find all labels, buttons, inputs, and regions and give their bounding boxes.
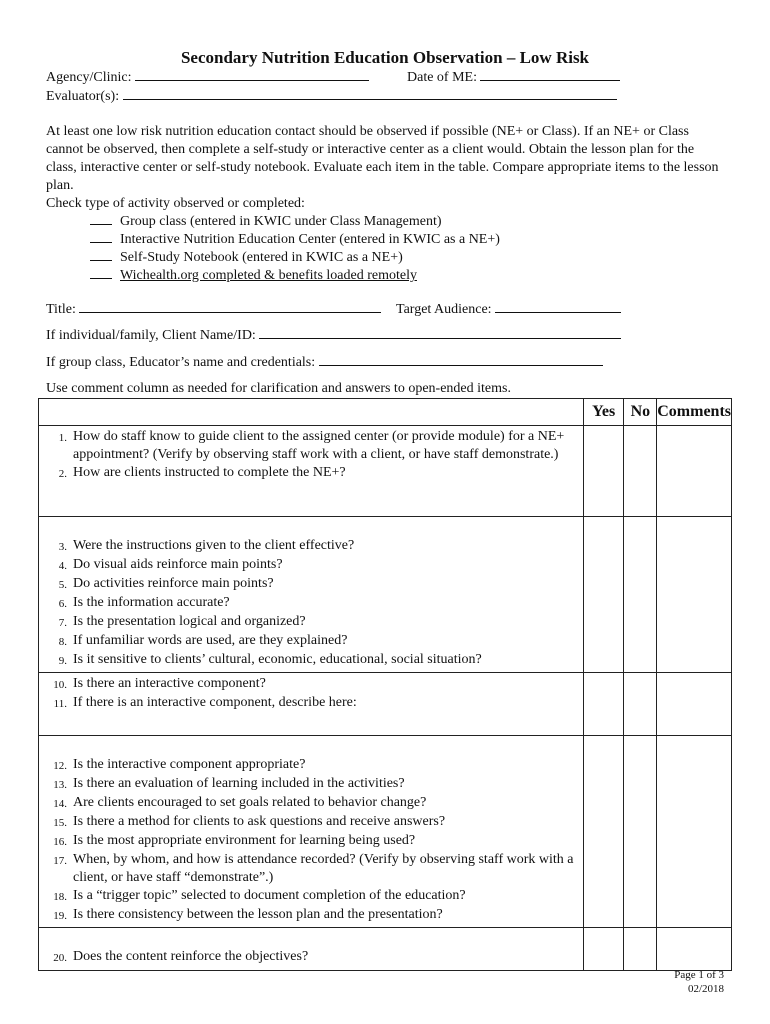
agency-input-line[interactable] bbox=[135, 80, 369, 81]
no-cell[interactable] bbox=[624, 426, 657, 517]
question-item: 11. If there is an interactive component, describe here: bbox=[53, 695, 357, 710]
observation-table bbox=[38, 398, 732, 971]
title-input-line[interactable] bbox=[79, 312, 381, 313]
yes-header: Yes bbox=[583, 399, 624, 426]
audience-label: Target Audience: bbox=[396, 302, 492, 317]
question-header bbox=[39, 399, 584, 426]
question-item: 16. Is the most appropriate environment for learning being used? bbox=[53, 833, 416, 848]
question-cell bbox=[39, 517, 584, 673]
table-row bbox=[39, 673, 732, 736]
table-row bbox=[39, 928, 732, 971]
evaluator-input-line[interactable] bbox=[123, 99, 617, 100]
table-row bbox=[39, 517, 732, 673]
question-item: 4. Do visual aids reinforce main points? bbox=[58, 557, 283, 572]
educator-field bbox=[46, 355, 603, 371]
audience-input-line[interactable] bbox=[495, 312, 621, 313]
client-input-line[interactable] bbox=[259, 338, 621, 339]
date-field bbox=[407, 70, 620, 86]
question-item: 17. When, by whom, and how is attendance recorded? (Verify by observing staff work with a client, or have staff “demonstrate”.) bbox=[53, 852, 574, 885]
question-item: 8. If unfamiliar words are used, are they explained? bbox=[58, 633, 348, 648]
question-item: 10. Is there an interactive component? bbox=[53, 676, 266, 691]
no-cell[interactable] bbox=[624, 928, 657, 971]
activity-checkbox[interactable] bbox=[90, 266, 112, 279]
evaluator-label: Evaluator(s): bbox=[46, 89, 120, 104]
comments-cell[interactable] bbox=[657, 517, 732, 673]
page-title: Secondary Nutrition Education Observation – Low Risk bbox=[180, 48, 590, 67]
question-item: 13. Is there an evaluation of learning included in the activities? bbox=[53, 776, 405, 791]
yes-cell[interactable] bbox=[583, 426, 624, 517]
no-header: No bbox=[624, 399, 657, 426]
question-cell bbox=[39, 673, 584, 736]
comment-note: Use comment column as needed for clarification and answers to open-ended items. bbox=[46, 381, 511, 396]
question-item: 6. Is the information accurate? bbox=[58, 595, 230, 610]
activity-checkbox[interactable] bbox=[90, 248, 112, 261]
agency-field bbox=[46, 70, 369, 86]
client-label: If individual/family, Client Name/ID: bbox=[46, 328, 256, 343]
yes-cell[interactable] bbox=[583, 673, 624, 736]
activity-option-self-study[interactable]: Self-Study Notebook (entered in KWIC as a NE+) bbox=[90, 248, 403, 267]
question-item: 12. Is the interactive component appropriate? bbox=[53, 757, 306, 772]
no-cell[interactable] bbox=[624, 673, 657, 736]
question-item: 15. Is there a method for clients to ask questions and receive answers? bbox=[53, 814, 446, 829]
activity-option-wichealth[interactable]: Wichealth.org completed & benefits loaded remotely bbox=[90, 266, 417, 285]
no-cell[interactable] bbox=[624, 517, 657, 673]
question-item: 14. Are clients encouraged to set goals related to behavior change? bbox=[53, 795, 427, 810]
page-number: Page 1 of 3 bbox=[674, 969, 724, 981]
client-field bbox=[46, 328, 621, 344]
question-item: 7. Is the presentation logical and organized? bbox=[58, 614, 306, 629]
question-cell bbox=[39, 736, 584, 928]
table-row bbox=[39, 736, 732, 928]
question-item: 2. How are clients instructed to complete the NE+? bbox=[58, 465, 346, 480]
title-label: Title: bbox=[46, 302, 76, 317]
activity-option-group-class[interactable]: Group class (entered in KWIC under Class Management) bbox=[90, 212, 442, 231]
comments-header: Comments bbox=[657, 399, 732, 426]
activity-checkbox[interactable] bbox=[90, 212, 112, 225]
comments-cell[interactable] bbox=[657, 426, 732, 517]
evaluator-field bbox=[46, 89, 617, 105]
comments-cell[interactable] bbox=[657, 736, 732, 928]
question-item: 9. Is it sensitive to clients’ cultural, economic, educational, social situation? bbox=[58, 652, 482, 667]
intro-paragraph: At least one low risk nutrition education contact should be observed if possible (NE+ or Class). If an NE+ or Class cannot be observed, then complete a self-study or interactive center as a client would. Obtain the lesson plan for the class, interactive center or self-study notebook. Evaluate each item in the table. Compare appropriate items to the lesson plan. bbox=[46, 124, 719, 193]
question-item: 3. Were the instructions given to the client effective? bbox=[58, 538, 355, 553]
question-cell bbox=[39, 426, 584, 517]
question-cell bbox=[39, 928, 584, 971]
check-prompt: Check type of activity observed or completed: bbox=[46, 196, 305, 211]
educator-input-line[interactable] bbox=[319, 365, 603, 366]
activity-option-interactive-center[interactable]: Interactive Nutrition Education Center (entered in KWIC as a NE+) bbox=[90, 230, 500, 249]
table-row bbox=[39, 426, 732, 517]
comments-cell[interactable] bbox=[657, 673, 732, 736]
audience-field bbox=[396, 302, 621, 318]
question-item: 19. Is there consistency between the lesson plan and the presentation? bbox=[53, 907, 443, 922]
yes-cell[interactable] bbox=[583, 517, 624, 673]
title-field bbox=[46, 302, 381, 318]
date-label: Date of ME: bbox=[407, 70, 477, 85]
no-cell[interactable] bbox=[624, 736, 657, 928]
question-item: 1. How do staff know to guide client to the assigned center (or provide module) for a NE+ appointment? (Verify by observing staff work with a client, or have staff demonstrate.) bbox=[58, 429, 565, 462]
yes-cell[interactable] bbox=[583, 736, 624, 928]
educator-label: If group class, Educator’s name and credentials: bbox=[46, 355, 316, 370]
revision-date: 02/2018 bbox=[687, 983, 724, 995]
yes-cell[interactable] bbox=[583, 928, 624, 971]
question-item: 20. Does the content reinforce the objectives? bbox=[53, 949, 309, 964]
activity-checkbox[interactable] bbox=[90, 230, 112, 243]
question-item: 5. Do activities reinforce main points? bbox=[58, 576, 274, 591]
page-footer bbox=[674, 968, 724, 996]
date-input-line[interactable] bbox=[480, 80, 620, 81]
question-item: 18. Is a “trigger topic” selected to document completion of the education? bbox=[53, 888, 466, 903]
table-header-row bbox=[39, 399, 732, 426]
comments-cell[interactable] bbox=[657, 928, 732, 971]
agency-label: Agency/Clinic: bbox=[46, 70, 132, 85]
